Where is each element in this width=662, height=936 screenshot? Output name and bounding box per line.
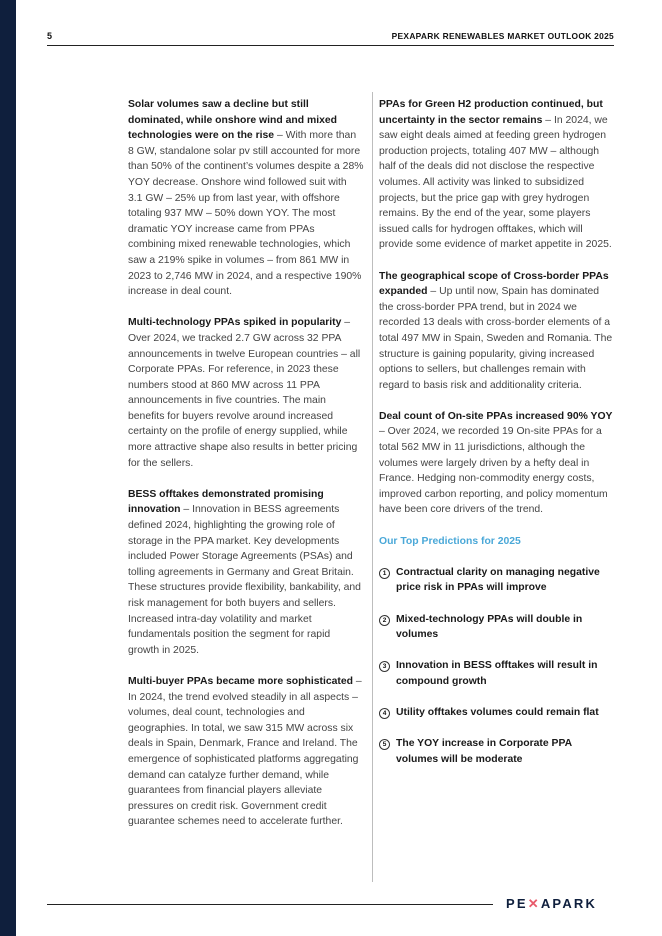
footer-rule (47, 904, 493, 905)
paragraph-body: – With more than 8 GW, standalone solar pv still accounted for more than 50% of the continent’s volumes despite a 28% YOY decrease. Onshore wind followed suit with 3.1 GW – 25% up from last year, with offshore totaling 937 MW – 50% down YOY. The most dramatic YOY increase came from PPAs combining mixed renewable technologies, which saw a 219% spike in volumes – from 861 MW in 2023 to 2,746 MW in 2024, and a respective 190% increase in deal count. (128, 130, 364, 298)
prediction-text: Utility offtakes volumes could remain flat (396, 707, 599, 719)
right-column (379, 97, 614, 783)
paragraph-bess-offtakes (128, 487, 364, 659)
paragraph-cross-border (379, 269, 614, 394)
prediction-item (379, 736, 614, 767)
paragraph-body: – Up until now, Spain has dominated the cross-border PPA trend, but in 2024 we recorded 13 deals with cross-border elements of a total 497 MW in Spain, Sweden and Romania. The structure is gaining popularity, giving increased options to sellers, but challenges remain with regard to basis risk and additionality criteria. (379, 286, 613, 391)
sidebar-band (0, 0, 16, 936)
page-number: 5 (47, 31, 53, 41)
paragraph-heading: The geographical scope of Cross-border PPAs expanded (379, 270, 609, 298)
paragraph-body: – Over 2024, we recorded 19 On-site PPAs for a total 562 MW in 11 jurisdictions, although the volumes were largely driven by a hefty deal in France. Hedging non-commodity energy costs, improved carbon reporting, and policy momentum have been core drivers of the trend. (379, 426, 608, 516)
prediction-text: Innovation in BESS offtakes will result in compound growth (396, 660, 598, 687)
prediction-text: Contractual clarity on managing negative price risk in PPAs will improve (396, 566, 600, 594)
paragraph-body: – In 2024, the trend evolved steadily in all aspects – volumes, deal count, technologies and geographies. In total, we saw 315 MW across six deals in Spain, Denmark, France and Ireland. The emergence of sophisticated platforms aggregating demand can catalyze further demand, while guarantees from financial players alleviate pressures on credit risk. Government credit guarantee schemes need to accelerate further. (128, 675, 362, 828)
paragraph-green-h2 (379, 97, 614, 253)
paragraph-heading: Solar volumes saw a decline but still dominated, while onshore wind and mixed technologies were on the rise (128, 99, 337, 142)
circled-number-icon: 3 (379, 661, 390, 672)
circled-number-icon: 4 (379, 708, 390, 719)
prediction-item (379, 565, 614, 596)
pexapark-logo (506, 896, 597, 912)
circled-number-icon: 1 (379, 568, 390, 579)
header-title: PEXAPARK RENEWABLES MARKET OUTLOOK 2025 (391, 31, 614, 41)
prediction-item (379, 612, 614, 643)
left-column (128, 97, 364, 846)
paragraph-body: – Over 2024, we tracked 2.7 GW across 32 PPA announcements in twelve European countries – all Corporate PPAs. For reference, in 2023 these numbers stood at 860 MW across 11 PPA announcements in five countries. The main benefits for buyers revolve around increased certainty on the profile of energy supplied, while more attractive shape also results in better pricing for the sellers. (128, 317, 361, 469)
predictions-heading: Our Top Predictions for 2025 (379, 535, 521, 547)
prediction-text: Mixed-technology PPAs will double in volumes (396, 613, 583, 641)
paragraph-body: – In 2024, we saw eight deals aimed at feeding green hydrogen production projects, totaling 407 MW – although half of the deals did not disclose the respective volumes. All activity was linked to subsidized projects, but the price gap with grey hydrogen remains. By the end of the year, some players issued calls for hydrogen offtakes, which will provide some evidence of market appetite in 2025. (379, 114, 612, 251)
logo-x-icon: ✕ (527, 896, 541, 911)
logo-text: APARK (540, 896, 598, 911)
column-divider (372, 92, 373, 882)
paragraph-heading: BESS offtakes demonstrated promising innovation (128, 488, 324, 516)
paragraph-heading: Multi-technology PPAs spiked in popularity (128, 317, 342, 329)
circled-number-icon: 5 (379, 739, 390, 750)
prediction-item (379, 705, 614, 721)
paragraph-solar-volumes (128, 97, 364, 300)
paragraph-body: – Innovation in BESS agreements defined 2024, highlighting the growing role of storage in the PPA market. Key developments included Power Storage Agreements (PSAs) and tolling agreements in Germany and Great Britain. These structures provide flexibility, bankability, and risk management for both buyers and sellers. Increased intra-day volatility and market fundamentals position the segment for rapid growth in 2025. (128, 504, 361, 656)
paragraph-heading: PPAs for Green H2 production continued, but uncertainty in the sector remains (379, 99, 603, 126)
paragraph-heading: Deal count of On-site PPAs increased 90% YOY (379, 410, 613, 422)
header-rule (47, 45, 614, 46)
circled-number-icon: 2 (379, 615, 390, 626)
prediction-text: The YOY increase in Corporate PPA volumes will be moderate (396, 738, 572, 765)
prediction-item (379, 658, 614, 689)
paragraph-on-site (379, 409, 614, 518)
paragraph-multi-buyer (128, 674, 364, 830)
paragraph-heading: Multi-buyer PPAs became more sophisticated (128, 675, 353, 687)
paragraph-multi-technology (128, 315, 364, 471)
logo-text: PE (506, 896, 528, 911)
